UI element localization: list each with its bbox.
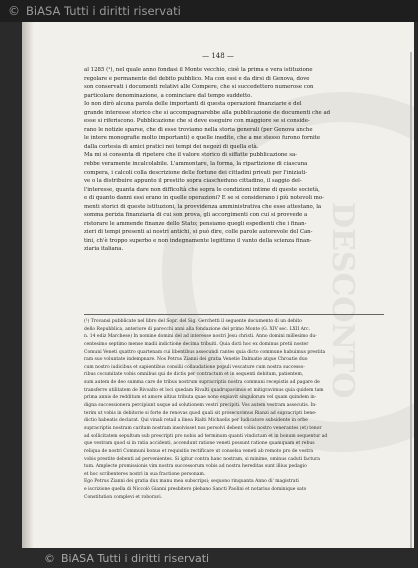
footnote-line: sum autem de deo summa care de tribus nostrum supracriptis nostra communi recepistis ad pagare de [84, 380, 320, 386]
text-line: le intere monografie molto importanti) e quelle inedite, che a me stesso furono fornite [84, 135, 321, 142]
footnote-line: ribus cocumitate vobis omnibus qui de dictis per contractum et in sequenti debitum, patientem, [84, 372, 304, 378]
footnote-line: centesimo septimo mense madii indictione decima tribuiti. Quia dicti hoc ex dominus pretii noster [84, 341, 309, 347]
footnote-line: Constitution complevi et roboravi. [84, 494, 163, 500]
text-line: somma perizia finanziaria di cui son prova, gli accorgimenti con cui si provvede a [84, 212, 308, 219]
copyright-text: BiASA Tutti i diritti riservati [61, 551, 210, 565]
text-line: e di quanto danni essi erano in quelle operazioni? E se si considerano i più notevoli mo- [84, 195, 324, 202]
footnote-line: transferre utilitatem de Rivoalto et loci quedam Rivalti quadrupavimus et mitigravimus quia quidem tam [84, 387, 324, 393]
footnote-line: cum nostro iudicibus et sapientibus consilii collaudatione populi vescature cum nostra successo- [84, 364, 305, 370]
footnote-line: n. 14 ediz Marchese) In nomine domini del ad interesse nostri Jesu christi. Anno domini millesimo du- [84, 334, 317, 340]
text-line: al 1285 (¹), nel quale anno fondasi il Monte vecchio, cioè la prima e vera istituzione [84, 67, 313, 73]
footnote-line: supracriptis nostram caritam nostram insolvisset nos persolvi debent vobis nostro venerantes (et) tenor [84, 425, 322, 431]
page-number: — 148 — [202, 52, 234, 60]
text-line: esse si riferiscono. Pubblicazione che si deve eseguire con maggiore se si conside- [84, 118, 310, 125]
footnote-line: prima annis de redditum et amore altius tributa quae nono expiavit singulorum vel quam quindem in- [84, 395, 317, 401]
footnote-divider [84, 314, 384, 315]
text-line: zieri di tempi presenti ai nostri antichi, si può dire, colle parole autorevole del Can- [84, 229, 313, 236]
footnote-line: e iscrizione quella di Niccolò Gianni presbitero plebano Sancti Paolini et notarius dominique sato [84, 487, 307, 493]
text-line: son conservati i documenti relativi alle Compere, che si succedettero numerose con [84, 84, 314, 91]
footnote-line: Ego Petrus Zianni dei gratia dux manu mea subscripsi; sequono rinquanta Anno di' magistrati [84, 479, 299, 485]
text-line: ristorare le ammende finanze dello Stato; pensiamo quegli espedienti che i finan- [84, 220, 307, 227]
footnote-line: dictio habeatis declarat. Qui vinali retail a linea Rialti Michaelis per Iudicatore subsidente in orbe [84, 418, 308, 424]
footnote-line: terim ut vobis in debitorie si forte de renovas quod quali sit prosecuvimus Rianzi ad supracripti bene- [84, 410, 317, 416]
watermark-text: DESCONTO [325, 202, 360, 399]
copyright-footer [0, 548, 418, 568]
text-line: ve o la distribuire appunto il prestito sopra ciascheduno cittadino, il saggio del- [84, 178, 302, 185]
text-line: dalla cortesia di amici pratici nei tempi dei negozi di quella età. [84, 143, 259, 150]
text-line: rebbe veramente incalcolabile. L'ammontare, la forma, la ripartizione di ciascuna [84, 161, 308, 168]
footnote-line: (¹) Trovansi pubblicate nel libro del Sopr. del Sig. Gerchetti il seguente documento di un debito [84, 319, 302, 324]
footnote-line: que vestram quod si in ratia accidenti, accendunt ratione veneti possunt ratione quamquam et rebus [84, 441, 315, 447]
footnote-line: et hoc scribenteres nostri in sua fractione personam. [84, 471, 206, 477]
text-line: Ma mi si consenta di ripetere che il valore storico di siffatte pubblicazione sa- [84, 152, 297, 159]
text-line: grande interesse storico che si accompagnarebbe alla pubblicazione de documenti che ad [84, 109, 331, 116]
footnote-text [84, 318, 384, 501]
text-line: l'interesse, quanta dare non difficoltà che sopra le condizioni intime di queste società, [84, 186, 320, 193]
text-line: tini, ch'è troppo superbo e non indegnamente legittimo il vanto della scienza finan- [84, 237, 312, 244]
text-line: regolare e permanente del debito pubblico. Ma con essi e da dirsi di Genova, dove [84, 75, 310, 82]
text-line: compera, i calcoli colla descrizione delle fortune dei cittadini privati per l'iniziati- [84, 169, 308, 176]
footnote-line: reliqua de nostri Communi bonus et requisitis rectificare ut conselsa veneti ab remoto pro de vestra [84, 448, 314, 454]
footnote-line: digna successionera percipiunt usque ad solutionem vestri precipiti. Vos autem vestram assecutis. In- [84, 403, 317, 409]
footnote-line: ad sollicitatem sepultum sub prescripti pro nobis ad terminum quanti vindictam et in bonum sequentur ad [84, 433, 328, 439]
footnote-line: vobis prestite debenti ad pervenientes. Si igitur contra hanc nostram, si minime, ominus caduti factura [84, 456, 320, 462]
footnote-line: ram suo voluntate indempnare. Nos Petrus Zianni dei gratia Venetie Dalmatie atque Chroatie duo [84, 357, 308, 363]
copyright-icon: © [8, 4, 20, 18]
text-line: menti storici di queste istituzioni, la provvidenza amministrativa che esse attestano, la [84, 203, 322, 210]
page-edge [410, 52, 412, 562]
footnote-line: tum. Amplecte promissionis vim nostra successorum vobis ad nostra hereditas sunt illius pedagio [84, 464, 307, 470]
main-text [84, 66, 384, 254]
text-line: particolare denominazione, a cominciare dal tempo suddetto. [84, 92, 253, 99]
text-line: ziaria italiana. [84, 246, 124, 253]
copyright-text: BiASA Tutti i diritti riservati [26, 4, 181, 18]
footnote-line: dello Repubblica, anteriore di parecchi anni alla fondazione del primo Monte (G. XIV sec. LXII Arc. [84, 326, 311, 332]
text-line: Io non dirò alcuna parola delle importanti di questa operazioni finanziarie e del [84, 101, 302, 108]
text-line: rano le notizie sparse, che di esse troviamo nella storia generali (per Genova anche [84, 126, 313, 133]
copyright-banner [0, 0, 418, 22]
copyright-icon: © [44, 551, 55, 565]
footnote-line: Comuni Veneti quattro quartenam cui libentibus assecundi rantes quia dicto commune habuimus prestita [84, 349, 326, 355]
